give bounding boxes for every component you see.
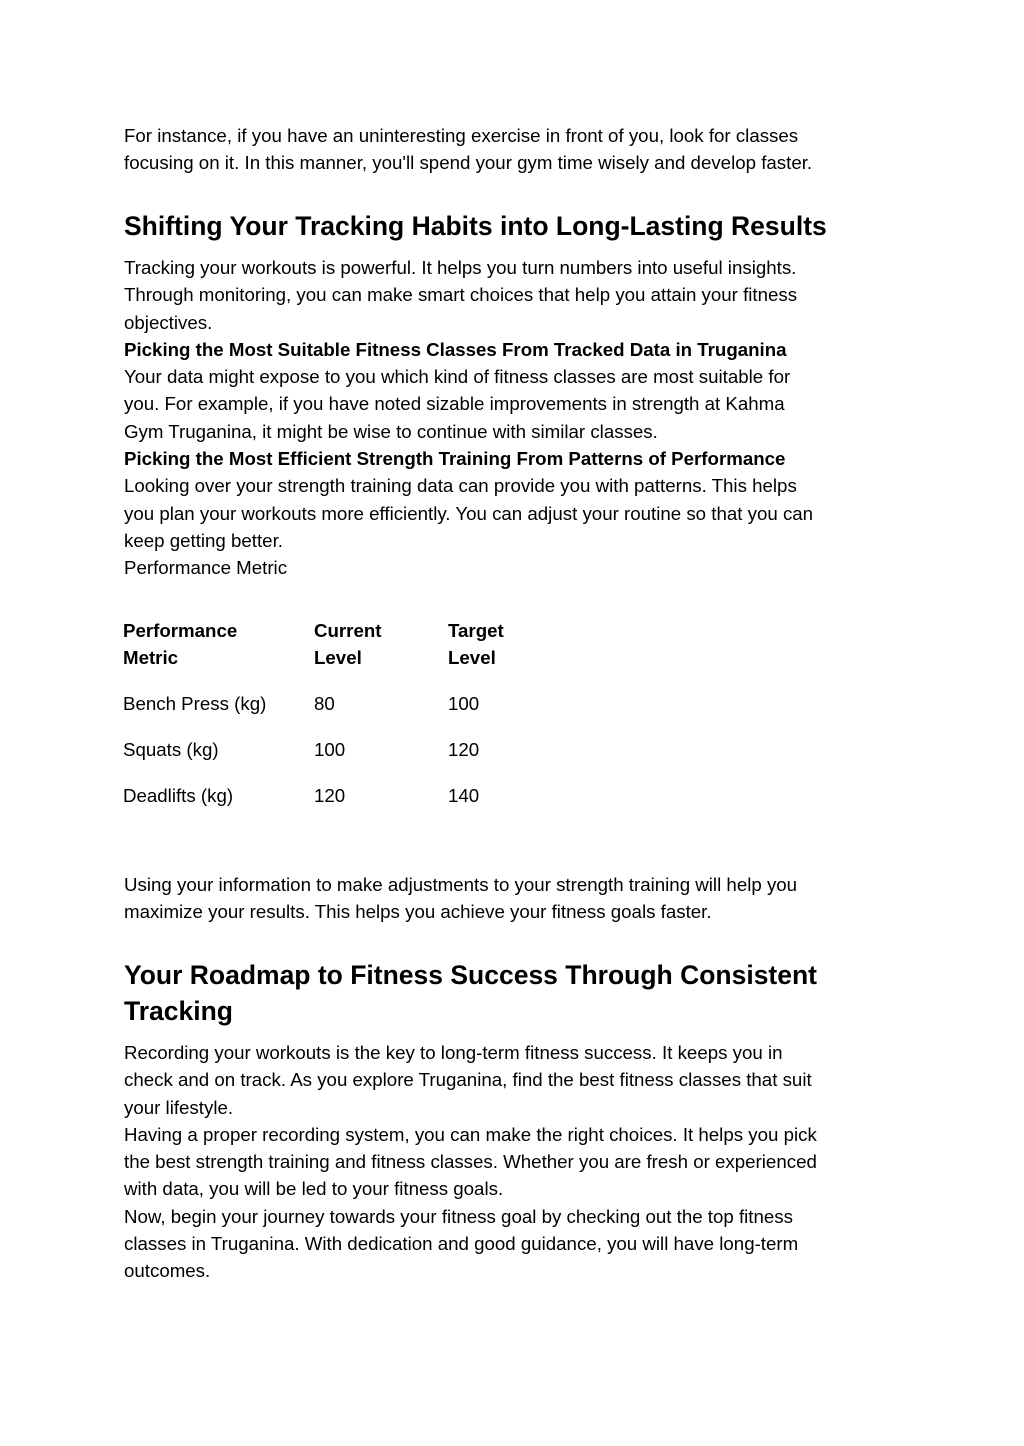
table-cell: 120 bbox=[314, 785, 346, 806]
text-line: maximize your results. This helps you achieve your fitness goals faster. bbox=[124, 901, 712, 923]
table-cell: Bench Press (kg) bbox=[123, 693, 267, 714]
text-line: Now, begin your journey towards your fitness goal by checking out the top fitness bbox=[124, 1205, 793, 1227]
header-cell: Performance Metric bbox=[123, 620, 238, 668]
text-line: focusing on it. In this manner, you'll spend your gym time wisely and develop faster. bbox=[124, 152, 813, 174]
text-line: classes in Truganina. With dedication and good guidance, you will have long-term bbox=[124, 1233, 799, 1255]
section-heading: Shifting Your Tracking Habits into Long-Lasting Results bbox=[124, 211, 827, 241]
text-line: Having a proper recording system, you can make the right choices. It helps you pick bbox=[124, 1123, 817, 1145]
after-table-paragraph bbox=[124, 871, 797, 926]
text-line: Using your information to make adjustments to your strength training will help you bbox=[124, 874, 798, 895]
text-line: keep getting better. bbox=[124, 529, 283, 551]
text-line: Tracking your workouts is powerful. It helps you turn numbers into useful insights. bbox=[124, 257, 797, 278]
table-header-row bbox=[120, 617, 574, 690]
heading-line: Tracking bbox=[124, 996, 233, 1026]
text-line: with data, you will be led to your fitness goals. bbox=[124, 1178, 504, 1200]
table-cell: Deadlifts (kg) bbox=[123, 785, 234, 806]
table-row bbox=[120, 782, 574, 828]
section-heading bbox=[124, 957, 817, 1029]
text-line: the best strength training and fitness classes. Whether you are fresh or experienced bbox=[124, 1151, 817, 1173]
text-line: you plan your workouts more efficiently. You can adjust your routine so that you can bbox=[124, 502, 814, 524]
text-line: Your data might expose to you which kind of fitness classes are most suitable for bbox=[124, 366, 791, 388]
text-line: you. For example, if you have noted sizable improvements in strength at Kahma bbox=[124, 393, 785, 415]
text-line: Gym Truganina, it might be wise to continue with similar classes. bbox=[124, 420, 658, 442]
text-line: check and on track. As you explore Truganina, find the best fitness classes that suit bbox=[124, 1069, 812, 1091]
header-cell: Current Level bbox=[314, 620, 382, 668]
table-cell: 120 bbox=[448, 739, 480, 760]
section1-body bbox=[124, 254, 813, 582]
text-line: Looking over your strength training data can provide you with patterns. This helps bbox=[124, 475, 797, 497]
text-line: Recording your workouts is the key to long-term fitness success. It keeps you in bbox=[124, 1042, 783, 1063]
table-row bbox=[120, 736, 574, 782]
performance-table bbox=[120, 617, 574, 828]
table-cell: 100 bbox=[314, 739, 346, 760]
table-cell: 100 bbox=[448, 693, 480, 714]
header-cell: Target Level bbox=[448, 620, 504, 668]
section2-body bbox=[124, 1039, 817, 1285]
table-cell: 80 bbox=[314, 693, 335, 714]
table-cell: Squats (kg) bbox=[123, 739, 219, 760]
table-cell: 140 bbox=[448, 785, 480, 806]
text-line: For instance, if you have an uninteresting exercise in front of you, look for classes bbox=[124, 125, 799, 146]
table-row bbox=[120, 690, 574, 736]
subheading: Picking the Most Suitable Fitness Classes From Tracked Data in Truganina bbox=[124, 338, 787, 360]
text-line: outcomes. bbox=[124, 1260, 211, 1282]
text-line: your lifestyle. bbox=[124, 1096, 234, 1118]
intro-paragraph bbox=[124, 122, 812, 177]
text-line: objectives. bbox=[124, 311, 213, 333]
text-line: Performance Metric bbox=[124, 557, 288, 579]
heading-line: Your Roadmap to Fitness Success Through Consistent bbox=[124, 960, 818, 990]
text-line: Through monitoring, you can make smart choices that help you attain your fitness bbox=[124, 284, 798, 306]
subheading: Picking the Most Efficient Strength Training From Patterns of Performance bbox=[124, 448, 786, 470]
